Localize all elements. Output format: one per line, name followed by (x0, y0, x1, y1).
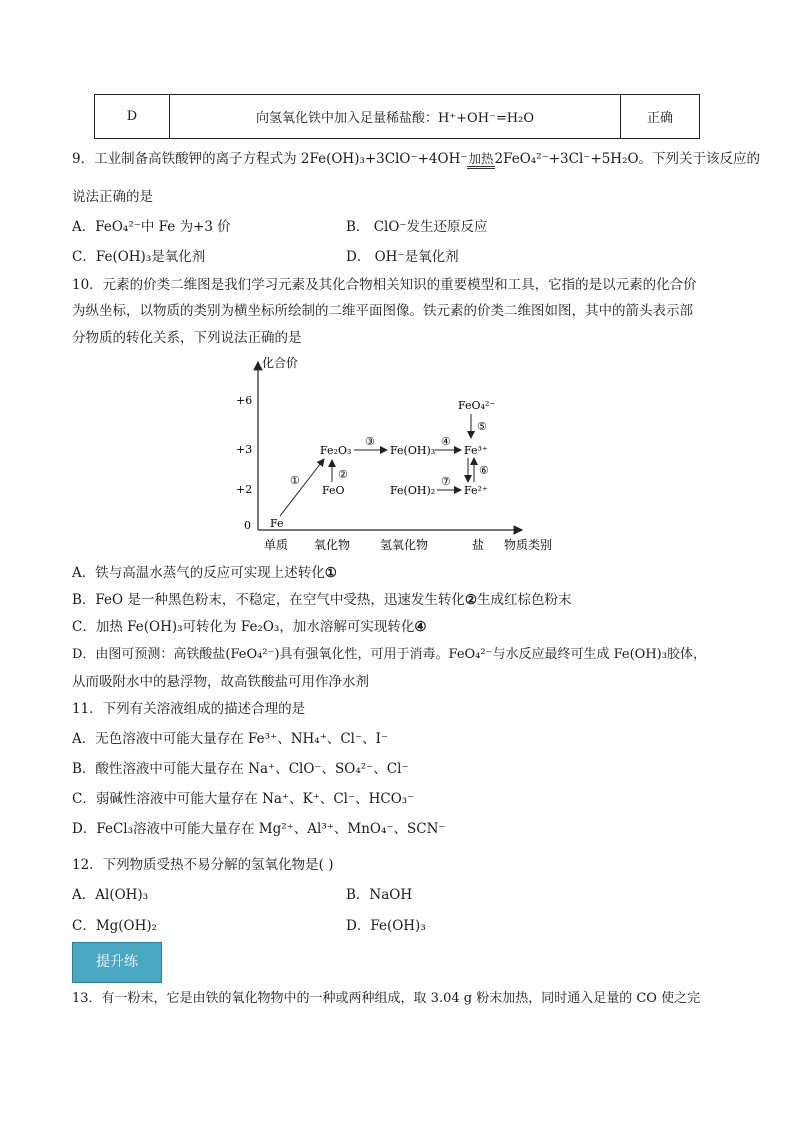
q9-option-c: C．Fe(OH)₃是氧化剂 (72, 249, 206, 265)
y-tick: +2 (236, 483, 253, 496)
y-axis-label: 化合价 (262, 356, 299, 370)
answer-table (94, 94, 700, 139)
option-cell: D (95, 95, 170, 139)
judgement-cell: 正确 (621, 95, 700, 139)
x-category: 盐 (472, 538, 485, 552)
statement-cell: 向氢氧化铁中加入足量稀盐酸：H⁺+OH⁻=H₂O (170, 95, 621, 139)
species-fe: Fe (270, 517, 284, 530)
y-tick: +3 (236, 443, 253, 456)
heating-condition: 加热 (467, 151, 494, 169)
q10-option-d-line1: D．由图可预测：高铁酸盐(FeO₄²⁻)具有强氧化性，可用于消毒。FeO₄²⁻与水反应最终可生成 Fe(OH)₃胶体， (72, 647, 706, 662)
q9-stem-line2: 说法正确的是 (72, 189, 153, 205)
species-fe3: Fe³⁺ (464, 444, 488, 457)
arrow-label-6: ⑥ (479, 464, 489, 477)
arrow-label-2: ② (338, 468, 348, 481)
table-row (95, 95, 700, 139)
iron-valence-diagram (232, 352, 572, 557)
q10-stem-line3: 分物质的转化关系，下列说法正确的是 (72, 330, 302, 346)
arrow-1 (280, 459, 324, 516)
q12-option-b: B．NaOH (346, 887, 413, 903)
species-feoh3: Fe(OH)₃ (390, 444, 436, 457)
x-category: 氧化物 (314, 538, 351, 552)
arrow-label-1: ① (290, 474, 300, 487)
y-tick: +6 (236, 394, 253, 407)
x-axis-label: 物质类别 (504, 538, 553, 552)
y-tick: 0 (244, 519, 251, 532)
q12-option-d: D．Fe(OH)₃ (346, 918, 426, 934)
arrow-label-4: ④ (441, 435, 451, 448)
arrow-label-7: ⑦ (441, 475, 451, 488)
q12-option-a: A．Al(OH)₃ (72, 887, 149, 903)
q12-stem: 12．下列物质受热不易分解的氢氧化物是( ) (72, 857, 334, 873)
species-feo: FeO (322, 484, 345, 497)
q9-option-d: D． OH⁻是氧化剂 (346, 249, 459, 265)
q10-stem-line1: 10．元素的价类二维图是我们学习元素及其化合物相关知识的重要模型和工具，它指的是以元素的化合价 (72, 277, 697, 293)
q10-option-c: C．加热 Fe(OH)₃可转化为 Fe₂O₃，加水溶解可实现转化④ (72, 619, 427, 635)
q10-option-d-line2: 从而吸附水中的悬浮物，故高铁酸盐可用作净水剂 (72, 674, 369, 690)
q10-stem-line2: 为纵坐标，以物质的类别为横坐标所绘制的二维平面图像。铁元素的价类二维图如图，其中的箭头表示部 (72, 303, 693, 319)
x-category: 氢氧化物 (380, 538, 429, 552)
q9-stem: 9．工业制备高铁酸钾的离子方程式为 2Fe(OH)₃+3ClO⁻+4OH⁻加热2FeO₄²⁻+3Cl⁻+5H₂O。下列关于该反应的 (72, 151, 761, 167)
q12-option-c: C．Mg(OH)₂ (72, 918, 158, 934)
q11-option-d: D．FeCl₃溶液中可能大量存在 Mg²⁺、Al³⁺、MnO₄⁻、SCN⁻ (72, 821, 446, 837)
arrow-label-5: ⑤ (477, 420, 487, 433)
q10-option-a: A．铁与高温水蒸气的反应可实现上述转化① (72, 565, 337, 581)
q11-stem: 11．下列有关溶液组成的描述合理的是 (72, 701, 306, 717)
q13-stem-line1: 13．有一粉末，它是由铁的氧化物物中的一种或两种组成，取 3.04 g 粉末加热，同时通入足量的 CO 使之完 (72, 991, 701, 1006)
q11-option-c: C．弱碱性溶液中可能大量存在 Na⁺、K⁺、Cl⁻、HCO₃⁻ (72, 791, 415, 807)
q11-option-a: A．无色溶液中可能大量存在 Fe³⁺、NH₄⁺、Cl⁻、I⁻ (72, 731, 389, 747)
species-feoh2: Fe(OH)₂ (390, 484, 436, 497)
section-badge-improve: 提升练 (72, 942, 162, 983)
q10-option-b: B．FeO 是一种黑色粉末，不稳定，在空气中受热，迅速发生转化②生成红棕色粉末 (72, 592, 572, 608)
species-feo4: FeO₄²⁻ (458, 399, 496, 412)
species-fe2: Fe²⁺ (464, 484, 488, 497)
q11-option-b: B．酸性溶液中可能大量存在 Na⁺、ClO⁻、SO₄²⁻、Cl⁻ (72, 761, 409, 777)
q9-option-a: A．FeO₄²⁻中 Fe 为+3 价 (72, 219, 231, 235)
q9-option-b: B． ClO⁻发生还原反应 (346, 219, 488, 235)
x-category: 单质 (264, 538, 289, 552)
arrow-label-3: ③ (365, 435, 375, 448)
species-fe2o3: Fe₂O₃ (320, 444, 352, 457)
